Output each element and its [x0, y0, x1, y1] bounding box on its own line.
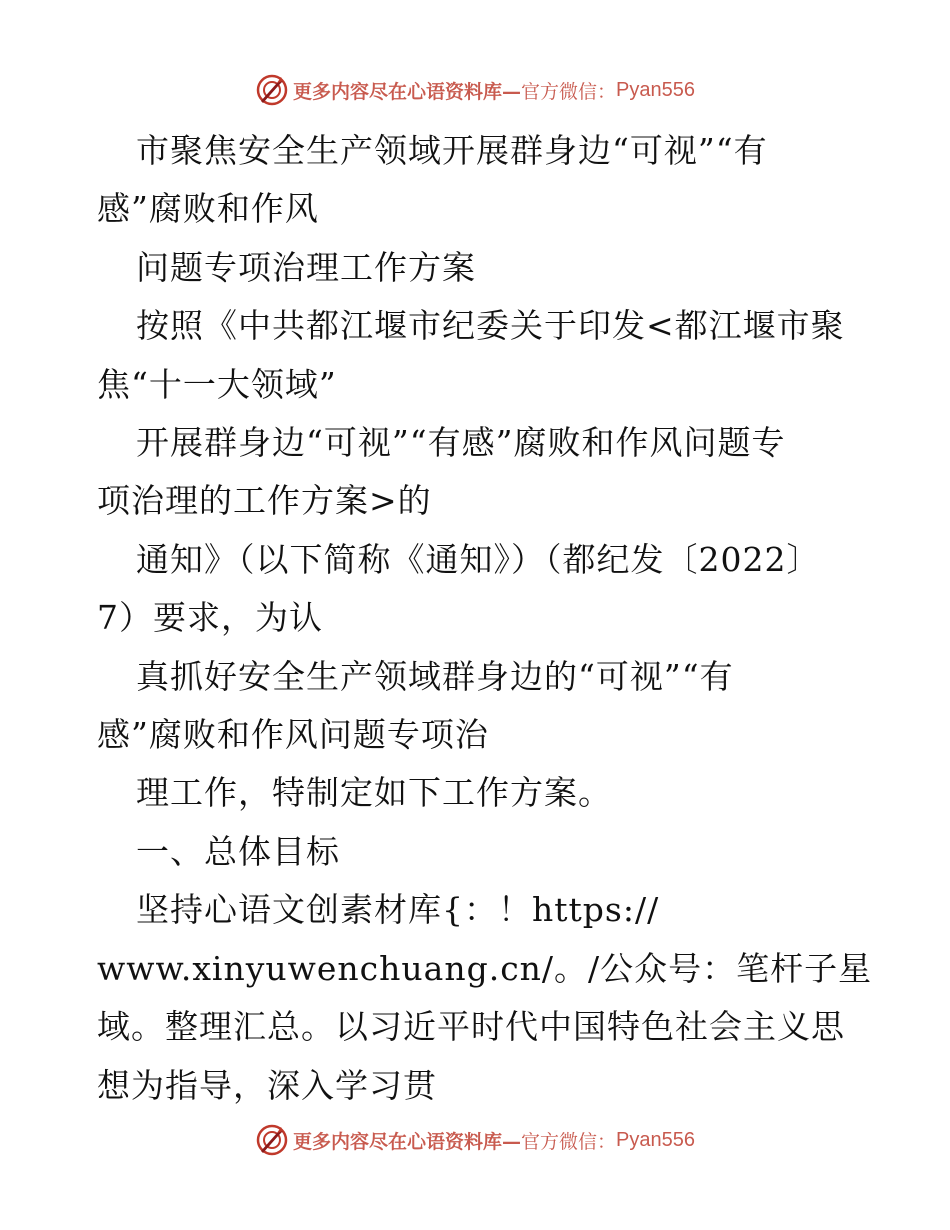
banner-main-text: 更多内容尽在心语资料库—: [293, 80, 522, 103]
xinyu-logo-icon: [255, 73, 289, 107]
banner-wechat-id: Pyan556: [616, 78, 695, 101]
document-line: 问题专项治理工作方案: [136, 247, 476, 287]
document-line: 想为指导，深入学习贯: [97, 1065, 437, 1105]
footer-watermark-banner: [0, 1120, 950, 1160]
document-line: 开展群身边“可视”“有感”腐败和作风问题专: [136, 423, 786, 463]
document-line: 焦“十一大领域”: [97, 364, 337, 404]
banner-wechat-label: 官方微信：: [521, 80, 617, 103]
banner-wechat-id: Pyan556: [616, 1128, 695, 1151]
document-line: 一、总体目标: [136, 831, 340, 871]
document-line: www.xinyuwenchuang.cn/。/公众号：笔杆子星: [97, 948, 873, 988]
banner-main-text: 更多内容尽在心语资料库—: [293, 1130, 522, 1153]
banner-wechat-label: 官方微信：: [521, 1130, 617, 1153]
document-line: 通知》（以下简称《通知》）（都纪发〔2022〕: [136, 539, 821, 579]
document-line: 市聚焦安全生产领域开展群身边“可视”“有: [136, 131, 768, 170]
document-line: 理工作，特制定如下工作方案。: [136, 773, 612, 813]
document-line: 按照《中共都江堰市纪委关于印发<都江堰市聚: [136, 306, 845, 346]
xinyu-logo-icon: [255, 1123, 289, 1157]
document-line: 坚持心语文创素材库{：！https://: [136, 890, 660, 930]
header-watermark-banner: [0, 70, 950, 110]
document-line: 7）要求，为认: [97, 598, 323, 638]
document-line: 感”腐败和作风: [97, 189, 319, 229]
document-line: 域。整理汇总。以习近平时代中国特色社会主义思: [97, 1007, 845, 1047]
document-body: [97, 122, 873, 1115]
document-line: 真抓好安全生产领域群身边的“可视”“有: [136, 656, 734, 696]
document-line: 感”腐败和作风问题专项治: [97, 715, 489, 755]
document-line: 项治理的工作方案>的: [97, 481, 432, 521]
